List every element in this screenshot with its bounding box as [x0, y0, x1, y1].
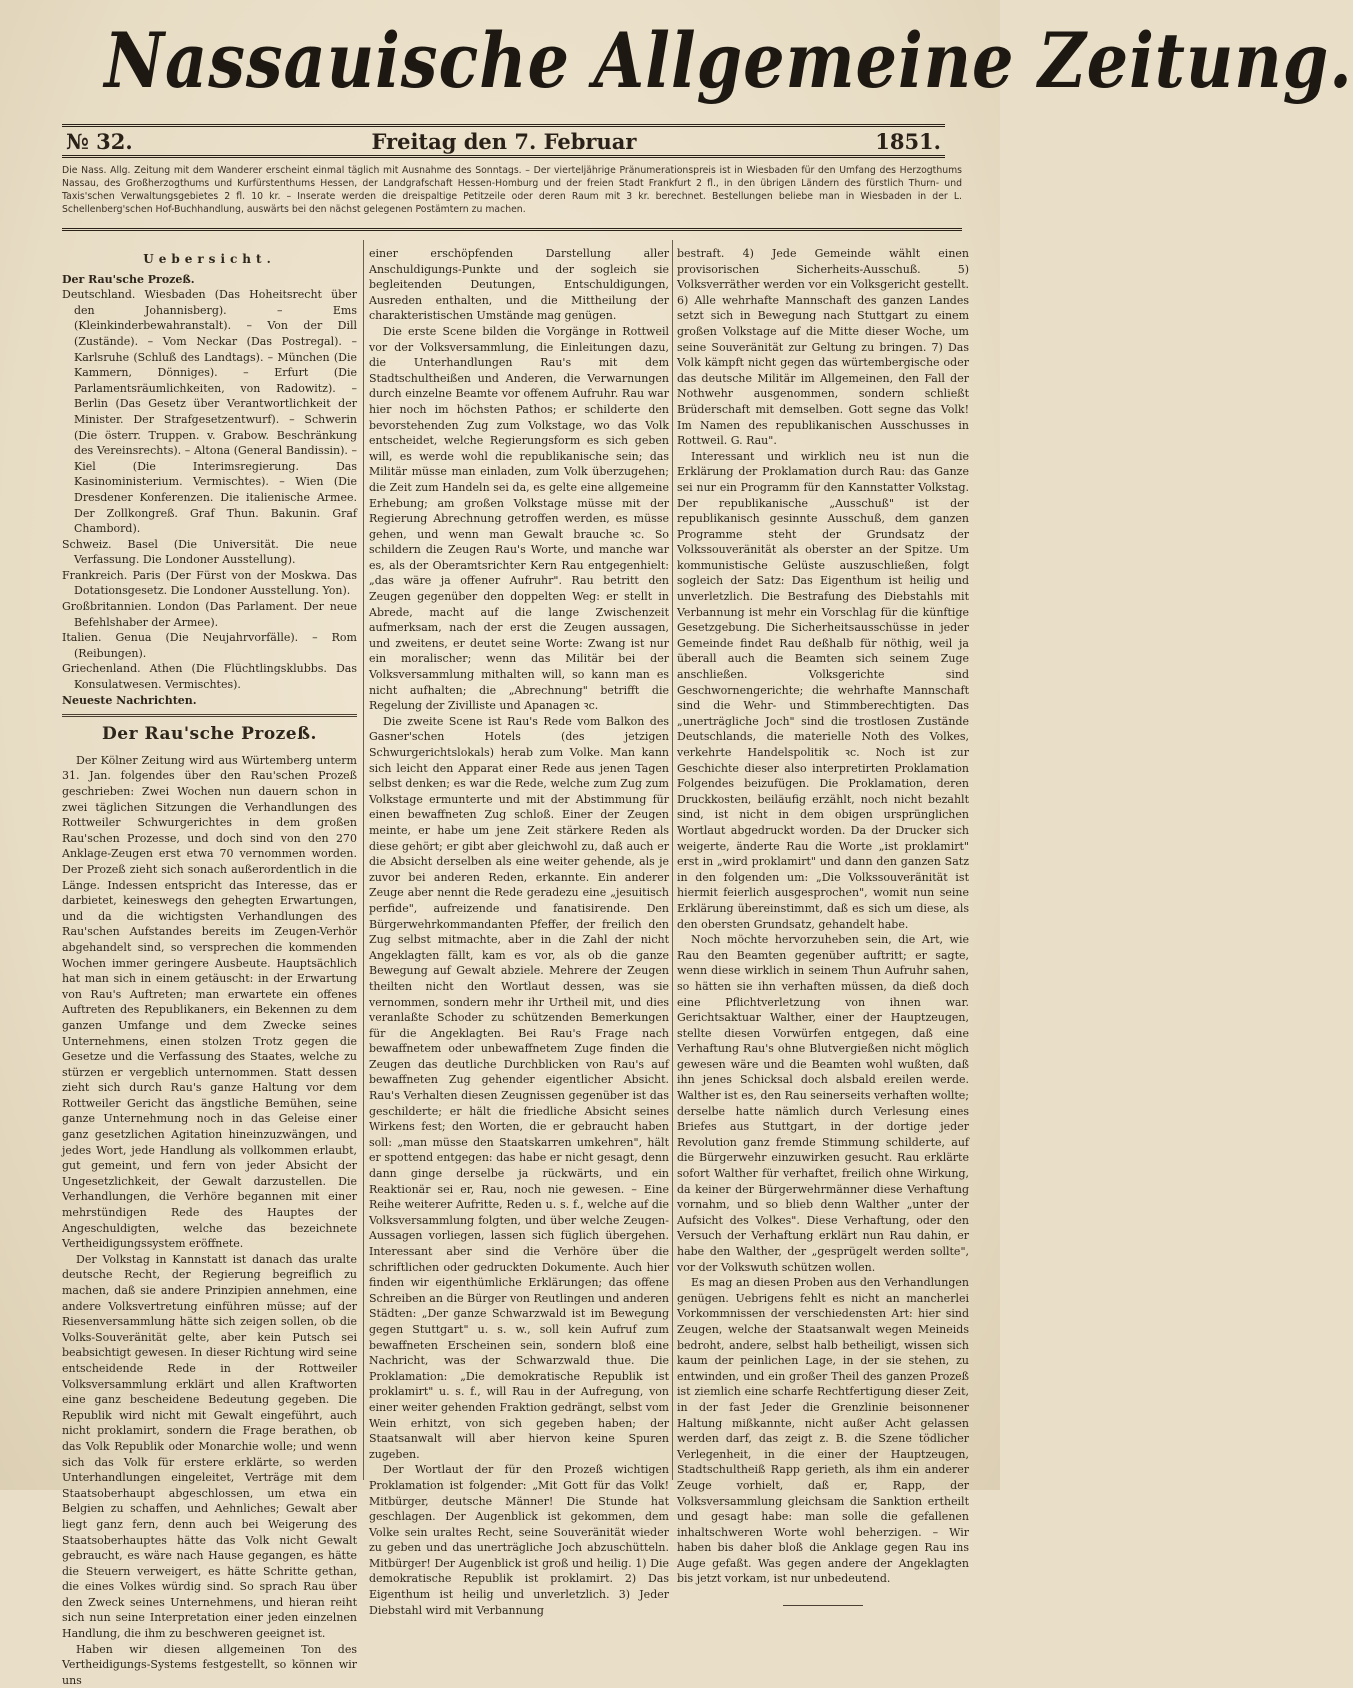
article-paragraph: Noch möchte hervorzuheben sein, die Art, wie Rau den Beamten gegenüber auftritt; er sagte, wenn diese wirklich in seinem Thun Aufruhr sahen, so hätten sie ihn verhaften müssen, da dieß doch eine Pflichtverletzung von ihnen war. Gerichtsaktuar Walther, einer der Hauptzeugen, stellte diesen Vorwürfen entgegen, daß eine Verhaftung Rau's ohne Blutvergießen nicht möglich gewesen wäre und die Beamten wohl wußten, daß ihn jenes Schicksal doch alsbald ereilen werde. Walther ist es, den Rau seinerseits verhaften wollte; derselbe hatte nämlich durch Verlesung eines Briefes aus Stuttgart, in der dortige jeder Revolution ganz fremde Stimmung schilderte, auf die Bürgerwehr einzuwirken gesucht. Rau erklärte sofort Walther für verhaftet, freilich ohne Wirkung, da keiner der Bürgerwehrmänner diese Verhaftung vornahm, und so blieb denn Walther „unter der Aufsicht des Volkes". Diese Verhaftung, oder den Versuch der Verhaftung erklärt nun Rau dahin, er habe den Walther, der „gesprügelt werden sollte", vor der Volkswuth schützen wollen. [677, 933, 969, 1274]
toc-entry: Großbritannien. London (Das Parlament. Der neue Befehlshaber der Armee). [62, 600, 357, 629]
subscription-notice: Die Nass. Allg. Zeitung mit dem Wanderer erscheint einmal täglich mit Ausnahme des Sonntags. – Der vierteljährige Pränumerationspreis ist in Wiesbaden für den Umfang des Herzogthums Nassau, des Großherzogthums und Kurfürstenthums Hessen, der Landgrafschaft Hessen-Homburg und der freien Stadt Frankfurt 2 fl., in den übrigen Ländern des fürstlich Thurn- und Taxis'schen Verwaltungsgebietes 2 fl. 10 kr. – Inserate werden die dreispaltige Petitzeile oder deren Raum mit 3 kr. berechnet. Bestellungen beliebe man in Wiesbaden in der L. Schellenberg'schen Hof-Buchhandlung, auswärts bei den nächst gelegenen Postämtern zu machen. [62, 165, 962, 215]
toc-entry: Griechenland. Athen (Die Flüchtlingsklubbs. Das Konsulatwesen. Vermischtes). [62, 662, 357, 692]
issue-number: № 32. [66, 128, 133, 154]
toc-entry: Italien. Genua (Die Neujahrvorfälle). – Rom (Reibungen). [62, 631, 357, 660]
toc-entry: Neueste Nachrichten. [62, 693, 197, 707]
column-1 [62, 246, 357, 1687]
article-paragraph: Es mag an diesen Proben aus den Verhandlungen genügen. Uebrigens fehlt es nicht an mancherlei Vorkommnissen der verschiedensten Art: hier sind Zeugen, welche der Staatsanwalt wegen Meineids bedroht, andere, selbst halb betheiligt, wissen sich kaum der peinlichen Lage, in der sie stehen, zu entwinden, und ein großer Theil des ganzen Prozeß ist ziemlich eine scharfe Rechtfertigung dieser Zeit, in der fast Jeder die Grenzlinie beisonnener Haltung mißkannte, nicht außer Acht gelassen werden darf, das zeigt z. B. die Szene tödlicher Verlegenheit, in die einer der Hauptzeugen, Stadtschultheiß Rapp gerieth, als ihm ein anderer Zeuge vorhielt, daß er, Rapp, der Volksversammlung gleichsam die Sanktion ertheilt und gesagt habe: man solle die gefallenen inhaltschweren Worte wohl beherzigen. – Wir haben bis daher bloß die Anklage gegen Rau ins Auge gefaßt. Was gegen andere der Angeklagten bis jetzt vorkam, ist nur unbedeutend. [677, 1276, 969, 1586]
toc-heading: Uebersicht. [143, 252, 276, 266]
toc-entry: Deutschland. Wiesbaden (Das Hoheitsrecht über den Johannisberg). – Ems (Kleinkinderbewahranstalt). – Von der Dill (Zustände). – Vom Neckar (Das Postregal). – Karlsruhe (Schluß des Landtags). – München (Die Kammern, Dönniges). – Erfurt (Die Parlamentsräumlichkeiten, von Radowitz). – Berlin (Das Gesetz über Verantwortlichkeit der Minister. Der Strafgesetzentwurf). – Schwerin (Die österr. Truppen. v. Grabow. Beschränkung des Vereinsrechts). – Altona (General Bandissin). – Kiel (Die Interimsregierung. Das Kasinoministerium. Vermischtes). – Wien (Die Dresdener Konferenzen. Die italienische Armee. Der Zollkongreß. Graf Thun. Bakunin. Graf Chambord). [62, 288, 357, 536]
article-paragraph: einer erschöpfenden Darstellung aller Anschuldigungs-Punkte und der sogleich sie begleitenden Deutungen, Entschuldigungen, Ausreden enthalten, und die Mittheilung der charakteristischen Umstände mag genügen. [369, 247, 669, 323]
article-paragraph: Der Volkstag in Kannstatt ist danach das uralte deutsche Recht, der Regierung begreiflich zu machen, daß sie andere Prinzipien annehmen, eine andere Volksvertretung einführen müsse; auf der Riesenversammlung hätte sich zeigen sollen, ob die Volks-Souveränität gelte, aber kein Putsch sei beabsichtigt gewesen. In dieser Richtung wird seine entscheidende Rede in der Rottweiler Volksversammlung erklärt und allen Kraftworten eine ganz bescheidene Bedeutung gegeben. Die Republik wird nicht mit Gewalt eingeführt, auch nicht proklamirt, sondern die Frage berathen, ob das Volk Republik oder Monarchie wolle; und wenn sich das Volk für erstere erklärte, so werden Unterhandlungen eingeleitet, Verträge mit dem Staatsoberhaupt abgeschlossen, um etwa ein Belgien zu schaffen, und Aehnliches; Gewalt aber liegt ganz fern, denn auch bei Weigerung des Staatsoberhauptes hätte das Volk nicht Gewalt gebraucht, es wäre nach Hause gegangen, es hätte die Steuern verweigert, es hätte Schritte gethan, die eines Volkes würdig sind. So sprach Rau über den Zweck seines Unternehmens, und hieran reiht sich nun seine Interpretation einer jeden einzelnen Handlung, die ihm zu beschweren geeignet ist. [62, 1252, 357, 1641]
column-divider [363, 240, 364, 1480]
table-of-contents [62, 272, 357, 709]
column-2 [369, 246, 669, 1617]
toc-entry: Frankreich. Paris (Der Fürst von der Moskwa. Das Dotationsgesetz. Die Londoner Ausstellung. Yon). [62, 568, 357, 598]
column-divider [672, 240, 673, 1480]
header-divider [62, 228, 962, 231]
article-paragraph: Der Wortlaut der für den Prozeß wichtigen Proklamation ist folgender: „Mit Gott für das Volk! Mitbürger, deutsche Männer! Die Stunde hat geschlagen. Der Augenblick ist gekommen, dem Volke sein uraltes Recht, seine Souveränität wieder zu geben und das unerträgliche Joch abzuschütteln. Mitbürger! Der Augenblick ist groß und heilig. 1) Die demokratische Republik ist proklamirt. 2) Das Eigenthum ist heilig und unverletzlich. 3) Jeder Diebstahl wird mit Verbannung [369, 1463, 669, 1617]
dateline [62, 124, 945, 158]
article-paragraph: Haben wir diesen allgemeinen Ton des Vertheidigungs-Systems festgestellt, so können wir uns [62, 1642, 357, 1687]
article-paragraph: Die zweite Scene ist Rau's Rede vom Balkon des Gasner'schen Hotels (des jetzigen Schwurgerichtslokals) herab zum Volke. Man kann sich leicht den Apparat einer Rede aus jenen Tagen selbst denken; es war die Rede, welche zum Zug zum Volkstage ermunterte und mit der Abstimmung für einen bewaffneten Zug schloß. Einer der Zeugen meinte, er habe um jene Zeit stärkere Reden als diese gehört; er gibt aber gleichwohl zu, daß auch er die Absicht derselben als eine weiter gehende, als je zuvor bei anderen Reden, erkannte. Ein anderer Zeuge aber nennt die Rede geradezu eine „jesuitisch perfide", aufreizende und fanatisirende. Den Bürgerwehrkommandanten Pfeffer, der freilich den Zug selbst mitmachte, aber in die Zahl der nicht Angeklagten fällt, kam es vor, als ob die ganze Bewegung auf Gewalt abziele. Mehrere der Zeugen theilten nicht den Wortlaut dessen, was sie vernommen, sondern mehr ihr Urtheil mit, und dies veranlaßte Schoder zu schützenden Bemerkungen für die Angeklagten. Bei Rau's Frage nach bewaffnetem oder unbewaffnetem Zuge finden die Zeugen das deutliche Durchblicken von Rau's auf bewaffneten Zug gehender eigentlicher Absicht. Rau's Verhalten diesen Zeugnissen gegenüber ist das geschilderte; er hält die friedliche Absicht seines Wirkens fest; den Worten, die er gebraucht haben soll: „man müsse den Staatskarren umkehren", hält er spottend entgegen: das habe er nicht gesagt, denn dann ginge derselbe ja rückwärts, und ein Reaktionär sei er, Rau, noch nie gewesen. – Eine Reihe weiterer Aufritte, Reden u. s. f., welche auf die Volksversammlung folgten, und über welche Zeugen-Aussagen vorliegen, lassen sich füglich übergehen. Interessant aber sind die Verhöre über die schriftlichen oder gedruckten Dokumente. Auch hier finden wir eigenthümliche Erklärungen; das offene Schreiben an die Bürger von Reutlingen und anderen Städten: „Der ganze Schwarzwald ist im Bewegung gegen Stuttgart" u. s. w., soll kein Aufruf zum bewaffneten Erscheinen sein, sondern bloß eine Nachricht, was der Schwarzwald thue. Die Proklamation: „Die demokratische Republik ist proklamirt" u. s. f., will Rau in der Aufregung, von einer weiter gehenden Fraktion gedrängt, selbst vom Wein erhitzt, von sich gegeben haben; der Staatsanwalt will aber hiervon keine Spuren zugeben. [369, 714, 669, 1461]
column-3 [677, 246, 969, 1586]
section-divider [62, 714, 357, 717]
issue-year: 1851. [875, 128, 941, 154]
article-paragraph: Die erste Scene bilden die Vorgänge in Rottweil vor der Volksversammlung, die Einleitungen dazu, die Unterhandlungen Rau's mit dem Stadtschultheißen und Anderen, die Verwarnungen durch einzelne Beamte vor offenem Aufruhr. Rau war hier noch im höchsten Pathos; er schilderte den bevorstehenden Zug zum Volkstage, wo das Volk entscheidet, welche Regierungsform es sich geben will, es werde wohl die republikanische sein; das Militär müsse man einladen, zum Volk überzugehen; die Zeit zum Handeln sei da, es gelte eine allgemeine Erhebung; am großen Volkstage müsse mit der Regierung Abrechnung getroffen werden, es müsse gehen, und wenn man Gewalt brauche ꝛc. So schildern die Zeugen Rau's Worte, und manche war es, als der Oberamtsrichter Kern Rau entgegenhielt: „das wäre ja offener Aufruhr". Rau betritt den Zeugen gegenüber den doppelten Weg: er stellt in Abrede, macht auf die lange Zwischenzeit aufmerksam, nach der erst die Zeugen aussagen, und zweitens, er deutet seine Worte: Zwang ist nur ein moralischer; wenn das Militär bei der Volksversammlung mithalten will, so kann man es nicht aufhalten; die „Abrechnung" betrifft die Regelung der Zivilliste und Apanagen ꝛc. [369, 324, 669, 713]
issue-date: Freitag den 7. Februar [371, 128, 637, 154]
article-paragraph: Interessant und wirklich neu ist nun die Erklärung der Proklamation durch Rau: das Ganze sei nur ein Programm für den Kannstatter Volkstag. Der republikanische „Ausschuß" ist der republikanisch gesinnte Ausschuß, dem ganzen Programme steht der Grundsatz der Volkssouveränität als oberster an der Spitze. Um kommunistische Gelüste auszuschließen, folgt sogleich der Satz: Das Eigenthum ist heilig und unverletzlich. Die Bestrafung des Diebstahls mit Verbannung ist mehr ein Vorschlag für die künftige Gesetzgebung. Die Sicherheitsausschüsse in jeder Gemeinde findet Rau deßhalb für nöthig, weil ja überall auch die Beamten sich seinem Zuge anschließen. Volksgerichte sind Geschwornengerichte; die wehrhafte Mannschaft sind die Wehr- und Stimmberechtigten. Das „unerträgliche Joch" sind die trostlosen Zustände Deutschlands, die materielle Noth des Volkes, verkehrte Handelspolitik ꝛc. Noch ist zur Geschichte dieser also interpretirten Proklamation Folgendes beizufügen. Die Proklamation, deren Druckkosten, beiläufig erzählt, noch nicht bezahlt sind, ist nicht in dem obigen ursprünglichen Wortlaut abgedruckt worden. Da der Drucker sich weigerte, änderte Rau die Worte „ist proklamirt" erst in „wird proklamirt" und dann den ganzen Satz in den folgenden um: „Die Volkssouveränität ist hiermit feierlich ausgesprochen", womit nun seine Erklärung übereinstimmt, daß es sich um diese, als den obersten Grundsatz, gehandelt habe. [677, 449, 969, 931]
article-paragraph: bestraft. 4) Jede Gemeinde wählt einen provisorischen Sicherheits-Ausschuß. 5) Volksverräther werden vor ein Volksgericht gestellt. 6) Alle wehrhafte Mannschaft des ganzen Landes setzt sich in Bewegung nach Stuttgart zu einem großen Volkstage auf die Mitte dieser Woche, um seine Souveränität zur Geltung zu bringen. 7) Das Volk kämpft nicht gegen das würtembergische oder das deutsche Militär im Allgemeinen, den Fall der Nothwehr ausgenommen, sondern schließt Brüderschaft mit demselben. Gott segne das Volk! Im Namen des republikanischen Ausschusses in Rottweil. G. Rau". [677, 247, 969, 448]
toc-entry: Der Rau'sche Prozeß. [62, 272, 195, 286]
article-title: Der Rau'sche Prozeß. [102, 724, 317, 745]
masthead-title: Nassauische Allgemeine Zeitung. [104, 16, 1353, 105]
article-paragraph: Der Kölner Zeitung wird aus Würtemberg unterm 31. Jan. folgendes über den Rau'schen Prozeß geschrieben: Zwei Wochen nun dauern schon in zwei täglichen Sitzungen die Verhandlungen des Rottweiler Schwurgerichtes in dem großen Rau'schen Prozesse, und doch sind von den 270 Anklage-Zeugen erst etwa 70 vernommen worden. Der Prozeß zieht sich sonach außerordentlich in die Länge. Indessen entspricht das Interesse, das er darbietet, keineswegs den gehegten Erwartungen, und da die wichtigsten Verhandlungen des Rau'schen Aufstandes bereits im Zeugen-Verhör abgehandelt sind, so versprechen die kommenden Wochen immer geringere Ausbeute. Hauptsächlich hat man sich in einem getäuscht: in der Erwartung von Rau's Auftreten; man erwartete ein offenes Auftreten des Republikaners, ein Bekennen zu dem ganzen Umfange und dem Zwecke seines Unternehmens, einen stolzen Trotz gegen die Gesetze und die Verfassung des Staates, welche zu stürzen er vergeblich unternommen. Statt dessen zieht sich durch Rau's ganze Haltung vor dem Rottweiler Gericht das ängstliche Bemühen, seine ganze Unternehmung noch in das Geleise einer ganz gesetzlichen Agitation hineinzuzwängen, und jedes Wort, jede Handlung als vollkommen erlaubt, gut gemeint, und fern von jeder Absicht der Ungesetzlichkeit, der Gewalt darzustellen. Die Verhandlungen, die Verhöre begannen mit einer mehrstündigen Rede des Hauptes der Angeschuldigten, welche das bezeichnete Vertheidigungssystem eröffnete. [62, 753, 357, 1251]
article-end-rule [783, 1605, 863, 1606]
toc-entry: Schweiz. Basel (Die Universität. Die neue Verfassung. Die Londoner Ausstellung). [62, 537, 357, 567]
